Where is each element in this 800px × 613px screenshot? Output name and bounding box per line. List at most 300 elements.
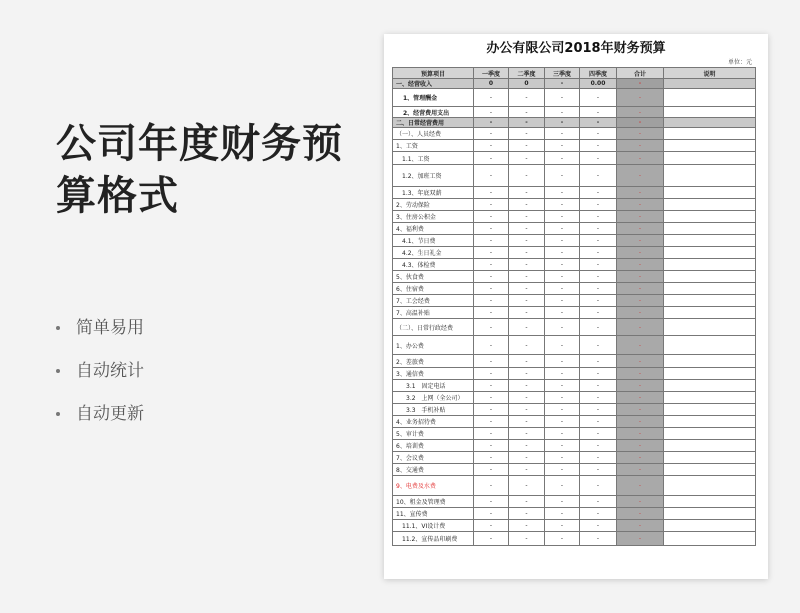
- row-label: 3、住房公积金: [393, 211, 474, 223]
- row-label: 1、工资: [393, 140, 474, 152]
- note-cell: [664, 496, 756, 508]
- table-row: [393, 271, 756, 283]
- quarter-cell: -: [509, 440, 545, 452]
- quarter-cell: -: [474, 199, 509, 211]
- table-row: [393, 319, 756, 336]
- note-cell: [664, 128, 756, 140]
- row-label: 11.2、宣传品印刷费: [393, 532, 474, 546]
- quarter-cell: -: [545, 404, 580, 416]
- table-row: [393, 428, 756, 440]
- quarter-cell: -: [545, 283, 580, 295]
- quarter-cell: -: [474, 211, 509, 223]
- quarter-cell: -: [509, 368, 545, 380]
- quarter-cell: -: [509, 211, 545, 223]
- note-cell: [664, 380, 756, 392]
- table-row: [393, 532, 756, 546]
- table-row: [393, 211, 756, 223]
- quarter-cell: -: [509, 271, 545, 283]
- note-cell: [664, 259, 756, 271]
- quarter-cell: -: [545, 235, 580, 247]
- quarter-cell: -: [545, 140, 580, 152]
- unit-label: 单位：元: [727, 59, 752, 66]
- row-label: 1、办公费: [393, 336, 474, 355]
- quarter-cell: -: [580, 89, 617, 107]
- total-cell: -: [617, 152, 664, 165]
- table-row: [393, 416, 756, 428]
- quarter-cell: -: [474, 271, 509, 283]
- quarter-cell: -: [474, 532, 509, 546]
- note-cell: [664, 165, 756, 187]
- total-cell: -: [617, 107, 664, 118]
- quarter-cell: -: [545, 440, 580, 452]
- note-cell: [664, 307, 756, 319]
- budget-document-preview: [384, 34, 768, 579]
- quarter-cell: -: [474, 152, 509, 165]
- total-cell: -: [617, 271, 664, 283]
- quarter-cell: -: [474, 319, 509, 336]
- note-cell: [664, 392, 756, 404]
- quarter-cell: -: [474, 336, 509, 355]
- quarter-cell: -: [580, 336, 617, 355]
- quarter-cell: -: [545, 496, 580, 508]
- quarter-cell: -: [580, 428, 617, 440]
- table-row: [393, 368, 756, 380]
- quarter-cell: -: [580, 107, 617, 118]
- quarter-cell: -: [545, 152, 580, 165]
- quarter-cell: -: [474, 440, 509, 452]
- quarter-cell: -: [580, 118, 617, 128]
- total-cell: -: [617, 187, 664, 199]
- quarter-cell: -: [545, 464, 580, 476]
- row-label: （二）、日常行政经费: [393, 319, 474, 336]
- total-cell: -: [617, 452, 664, 464]
- quarter-cell: -: [545, 223, 580, 235]
- quarter-cell: -: [474, 428, 509, 440]
- quarter-cell: -: [545, 107, 580, 118]
- header-cell: 合计: [617, 68, 664, 79]
- quarter-cell: -: [580, 464, 617, 476]
- quarter-cell: -: [545, 128, 580, 140]
- row-label: 10、租金及管理费: [393, 496, 474, 508]
- total-cell: -: [617, 404, 664, 416]
- quarter-cell: -: [509, 128, 545, 140]
- quarter-cell: -: [509, 520, 545, 532]
- total-cell: -: [617, 380, 664, 392]
- quarter-cell: -: [474, 464, 509, 476]
- quarter-cell: -: [474, 128, 509, 140]
- note-cell: [664, 336, 756, 355]
- page-headline: 公司年度财务预算格式: [56, 121, 343, 219]
- total-cell: -: [617, 295, 664, 307]
- quarter-cell: -: [509, 416, 545, 428]
- quarter-cell: -: [580, 187, 617, 199]
- bullet-icon: [56, 369, 60, 373]
- total-cell: -: [617, 118, 664, 128]
- quarter-cell: 0: [474, 79, 509, 89]
- quarter-cell: -: [580, 416, 617, 428]
- quarter-cell: -: [509, 259, 545, 271]
- table-row: [393, 247, 756, 259]
- quarter-cell: -: [580, 152, 617, 165]
- quarter-cell: -: [509, 496, 545, 508]
- header-cell: 说明: [664, 68, 756, 79]
- table-row: [393, 79, 756, 89]
- quarter-cell: -: [474, 223, 509, 235]
- header-cell: 一季度: [474, 68, 509, 79]
- quarter-cell: -: [509, 247, 545, 259]
- total-cell: -: [617, 508, 664, 520]
- total-cell: -: [617, 476, 664, 496]
- note-cell: [664, 476, 756, 496]
- quarter-cell: -: [545, 271, 580, 283]
- total-cell: -: [617, 416, 664, 428]
- total-cell: -: [617, 283, 664, 295]
- quarter-cell: -: [474, 380, 509, 392]
- note-cell: [664, 223, 756, 235]
- quarter-cell: -: [580, 440, 617, 452]
- quarter-cell: -: [545, 187, 580, 199]
- feature-item: [56, 306, 144, 349]
- total-cell: -: [617, 259, 664, 271]
- quarter-cell: -: [545, 199, 580, 211]
- quarter-cell: -: [545, 118, 580, 128]
- quarter-cell: -: [545, 295, 580, 307]
- quarter-cell: -: [509, 476, 545, 496]
- note-cell: [664, 211, 756, 223]
- table-body: [393, 79, 756, 546]
- table-row: [393, 199, 756, 211]
- quarter-cell: -: [545, 392, 580, 404]
- row-label: 7、高温补贴: [393, 307, 474, 319]
- note-cell: [664, 107, 756, 118]
- table-row: [393, 283, 756, 295]
- feature-label: 自动更新: [76, 403, 144, 424]
- row-label: 4.3、体检费: [393, 259, 474, 271]
- quarter-cell: -: [545, 452, 580, 464]
- note-cell: [664, 247, 756, 259]
- quarter-cell: -: [545, 380, 580, 392]
- quarter-cell: -: [580, 128, 617, 140]
- table-row: [393, 336, 756, 355]
- total-cell: -: [617, 520, 664, 532]
- table-row: [393, 235, 756, 247]
- quarter-cell: -: [509, 235, 545, 247]
- quarter-cell: -: [580, 295, 617, 307]
- quarter-cell: -: [580, 380, 617, 392]
- table-row: [393, 107, 756, 118]
- table-row: [393, 118, 756, 128]
- table-row: [393, 380, 756, 392]
- quarter-cell: -: [545, 520, 580, 532]
- quarter-cell: -: [545, 508, 580, 520]
- quarter-cell: -: [580, 247, 617, 259]
- row-label: 4、业务招待费: [393, 416, 474, 428]
- table-row: [393, 464, 756, 476]
- note-cell: [664, 271, 756, 283]
- quarter-cell: -: [474, 107, 509, 118]
- quarter-cell: -: [580, 223, 617, 235]
- table-row: [393, 165, 756, 187]
- row-label: 11、宣传费: [393, 508, 474, 520]
- total-cell: -: [617, 223, 664, 235]
- total-cell: -: [617, 140, 664, 152]
- quarter-cell: -: [580, 404, 617, 416]
- quarter-cell: -: [474, 247, 509, 259]
- table-row: [393, 508, 756, 520]
- note-cell: [664, 89, 756, 107]
- quarter-cell: -: [474, 416, 509, 428]
- row-label: 2、经营费用支出: [393, 107, 474, 118]
- note-cell: [664, 199, 756, 211]
- row-label: 3、通信费: [393, 368, 474, 380]
- quarter-cell: -: [545, 79, 580, 89]
- quarter-cell: -: [474, 283, 509, 295]
- quarter-cell: -: [509, 307, 545, 319]
- quarter-cell: -: [509, 152, 545, 165]
- row-label: 11.1、VI设计费: [393, 520, 474, 532]
- quarter-cell: -: [509, 187, 545, 199]
- note-cell: [664, 440, 756, 452]
- row-label: 一、经营收入: [393, 79, 474, 89]
- quarter-cell: -: [580, 199, 617, 211]
- quarter-cell: -: [580, 140, 617, 152]
- note-cell: [664, 319, 756, 336]
- quarter-cell: -: [509, 89, 545, 107]
- table-row: [393, 392, 756, 404]
- quarter-cell: -: [545, 368, 580, 380]
- total-cell: -: [617, 307, 664, 319]
- quarter-cell: -: [509, 532, 545, 546]
- quarter-cell: -: [509, 380, 545, 392]
- quarter-cell: -: [509, 295, 545, 307]
- quarter-cell: -: [474, 508, 509, 520]
- note-cell: [664, 520, 756, 532]
- note-cell: [664, 140, 756, 152]
- quarter-cell: -: [580, 319, 617, 336]
- total-cell: -: [617, 128, 664, 140]
- total-cell: -: [617, 165, 664, 187]
- note-cell: [664, 428, 756, 440]
- table-row: [393, 307, 756, 319]
- quarter-cell: -: [580, 368, 617, 380]
- note-cell: [664, 118, 756, 128]
- total-cell: -: [617, 319, 664, 336]
- row-label: 二、日常经营费用: [393, 118, 474, 128]
- quarter-cell: -: [580, 520, 617, 532]
- table-row: [393, 295, 756, 307]
- note-cell: [664, 508, 756, 520]
- table-header-row: [393, 68, 756, 79]
- table-row: [393, 476, 756, 496]
- quarter-cell: -: [545, 247, 580, 259]
- quarter-cell: -: [580, 235, 617, 247]
- quarter-cell: -: [545, 532, 580, 546]
- quarter-cell: -: [474, 496, 509, 508]
- quarter-cell: -: [509, 355, 545, 368]
- total-cell: -: [617, 247, 664, 259]
- quarter-cell: -: [474, 165, 509, 187]
- header-cell: 二季度: [509, 68, 545, 79]
- note-cell: [664, 452, 756, 464]
- quarter-cell: -: [580, 392, 617, 404]
- quarter-cell: -: [509, 283, 545, 295]
- total-cell: -: [617, 428, 664, 440]
- note-cell: [664, 152, 756, 165]
- note-cell: [664, 355, 756, 368]
- row-label: 6、住宿费: [393, 283, 474, 295]
- header-cell: 预算项目: [393, 68, 474, 79]
- row-label: 5、伙食费: [393, 271, 474, 283]
- quarter-cell: -: [474, 187, 509, 199]
- quarter-cell: -: [509, 199, 545, 211]
- quarter-cell: -: [545, 259, 580, 271]
- quarter-cell: -: [580, 165, 617, 187]
- quarter-cell: -: [545, 336, 580, 355]
- table-row: [393, 223, 756, 235]
- quarter-cell: -: [580, 307, 617, 319]
- table-row: [393, 152, 756, 165]
- quarter-cell: -: [580, 259, 617, 271]
- quarter-cell: -: [474, 355, 509, 368]
- row-label: 9、电费及水费: [393, 476, 474, 496]
- quarter-cell: -: [509, 336, 545, 355]
- quarter-cell: -: [509, 428, 545, 440]
- row-label: 7、工会经费: [393, 295, 474, 307]
- feature-item: [56, 349, 144, 392]
- note-cell: [664, 404, 756, 416]
- total-cell: -: [617, 336, 664, 355]
- table-row: [393, 496, 756, 508]
- quarter-cell: -: [509, 404, 545, 416]
- quarter-cell: -: [545, 428, 580, 440]
- row-label: 1.3、年底双薪: [393, 187, 474, 199]
- table-row: [393, 452, 756, 464]
- table-row: [393, 89, 756, 107]
- quarter-cell: -: [545, 476, 580, 496]
- quarter-cell: -: [580, 211, 617, 223]
- budget-table: [392, 67, 756, 546]
- quarter-cell: -: [545, 319, 580, 336]
- document-title: 办公有限公司2018年财务预算: [486, 41, 666, 56]
- total-cell: -: [617, 440, 664, 452]
- total-cell: -: [617, 368, 664, 380]
- row-label: 2、劳动保险: [393, 199, 474, 211]
- quarter-cell: -: [474, 118, 509, 128]
- quarter-cell: -: [509, 452, 545, 464]
- table-row: [393, 128, 756, 140]
- quarter-cell: -: [509, 118, 545, 128]
- quarter-cell: -: [580, 476, 617, 496]
- header-cell: 三季度: [545, 68, 580, 79]
- quarter-cell: -: [580, 508, 617, 520]
- row-label: 4、福利费: [393, 223, 474, 235]
- quarter-cell: -: [474, 140, 509, 152]
- quarter-cell: -: [474, 368, 509, 380]
- quarter-cell: -: [545, 416, 580, 428]
- quarter-cell: -: [545, 165, 580, 187]
- quarter-cell: -: [509, 508, 545, 520]
- quarter-cell: -: [509, 464, 545, 476]
- row-label: 6、培训费: [393, 440, 474, 452]
- note-cell: [664, 368, 756, 380]
- table-row: [393, 259, 756, 271]
- quarter-cell: 0.00: [580, 79, 617, 89]
- row-label: 4.1、节日费: [393, 235, 474, 247]
- feature-label: 自动统计: [76, 360, 144, 381]
- quarter-cell: -: [474, 259, 509, 271]
- quarter-cell: -: [580, 271, 617, 283]
- row-label: 2、差旅费: [393, 355, 474, 368]
- note-cell: [664, 532, 756, 546]
- row-label: 3.3 手机补贴: [393, 404, 474, 416]
- total-cell: -: [617, 89, 664, 107]
- row-label: 7、会议费: [393, 452, 474, 464]
- row-label: 5、审计费: [393, 428, 474, 440]
- quarter-cell: -: [580, 452, 617, 464]
- total-cell: -: [617, 79, 664, 89]
- quarter-cell: -: [474, 307, 509, 319]
- quarter-cell: 0: [509, 79, 545, 89]
- note-cell: [664, 187, 756, 199]
- bullet-icon: [56, 412, 60, 416]
- quarter-cell: -: [509, 319, 545, 336]
- quarter-cell: -: [474, 235, 509, 247]
- quarter-cell: -: [545, 89, 580, 107]
- quarter-cell: -: [474, 476, 509, 496]
- note-cell: [664, 416, 756, 428]
- quarter-cell: -: [474, 452, 509, 464]
- bullet-icon: [56, 326, 60, 330]
- table-row: [393, 520, 756, 532]
- quarter-cell: -: [509, 107, 545, 118]
- note-cell: [664, 464, 756, 476]
- row-label: 1.1、工资: [393, 152, 474, 165]
- header-cell: 四季度: [580, 68, 617, 79]
- row-label: 8、交通费: [393, 464, 474, 476]
- table-row: [393, 187, 756, 199]
- note-cell: [664, 235, 756, 247]
- note-cell: [664, 283, 756, 295]
- quarter-cell: -: [509, 165, 545, 187]
- total-cell: -: [617, 532, 664, 546]
- row-label: 1、管理酬金: [393, 89, 474, 107]
- quarter-cell: -: [545, 211, 580, 223]
- total-cell: -: [617, 392, 664, 404]
- total-cell: -: [617, 211, 664, 223]
- note-cell: [664, 295, 756, 307]
- quarter-cell: -: [474, 295, 509, 307]
- feature-item: [56, 392, 144, 435]
- total-cell: -: [617, 464, 664, 476]
- quarter-cell: -: [580, 283, 617, 295]
- row-label: 3.2 上网（全公司）: [393, 392, 474, 404]
- feature-list: [56, 306, 144, 435]
- quarter-cell: -: [509, 392, 545, 404]
- quarter-cell: -: [474, 89, 509, 107]
- quarter-cell: -: [580, 496, 617, 508]
- note-cell: [664, 79, 756, 89]
- quarter-cell: -: [509, 140, 545, 152]
- table-row: [393, 355, 756, 368]
- quarter-cell: -: [474, 392, 509, 404]
- total-cell: -: [617, 199, 664, 211]
- quarter-cell: -: [474, 520, 509, 532]
- total-cell: -: [617, 235, 664, 247]
- row-label: （一）、人员经费: [393, 128, 474, 140]
- feature-label: 简单易用: [76, 317, 144, 338]
- quarter-cell: -: [580, 532, 617, 546]
- quarter-cell: -: [580, 355, 617, 368]
